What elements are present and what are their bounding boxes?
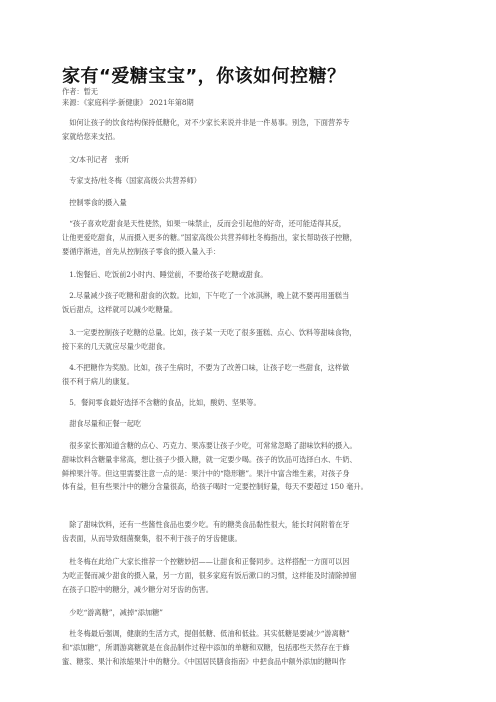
paragraph-line: 控制零食的摄入量 <box>62 198 127 207</box>
paragraph <box>62 555 438 596</box>
paragraph <box>62 289 438 317</box>
paragraph <box>62 606 438 620</box>
paragraph-line: “孩子喜欢吃甜食是天性使然，如果一味禁止，反而会引起他的好奇，还可能适得其反， <box>62 219 346 228</box>
paragraph <box>62 268 438 282</box>
paragraph-line: 1.饱餐后、吃饭前2小时内、睡觉前，不要给孩子吃糖或甜食。 <box>62 270 268 279</box>
paragraph-line: 如何让孩子的饮食结构保持低糖化，对不少家长来说并非是一件易事。别急，下面营养专 <box>62 118 350 127</box>
paragraph-line: 杜冬梅在此给广大家长推荐一个控糖妙招——让甜食和正餐同步。这样搭配一方面可以因 <box>62 557 350 566</box>
paragraph-line: 少吃“游离糖”，减掉“添加糖” <box>62 608 163 617</box>
paragraph-line: 文/本刊记者 张昕 <box>62 155 130 164</box>
paragraph-line: 甜食尽量和正餐一起吃 <box>62 419 142 428</box>
article-author: 作者：暂无 <box>62 87 98 96</box>
paragraph <box>62 439 438 494</box>
paragraph-line: 要循序渐进，首先从控制孩子零食的摄入量入手： <box>62 246 221 256</box>
paragraph-line: 鲜榨果汁等。但这里需要注意一点的是：果汁中的“隐形糖”。果汁中富含维生素，对孩子身 <box>62 468 350 478</box>
paragraph-line: 让他更爱吃甜食，从而摄入更多的糖。”国家高级公共营养师杜冬梅指出，家长帮助孩子控糖， <box>62 232 357 242</box>
paragraph <box>62 174 438 188</box>
paragraph <box>62 627 438 668</box>
paragraph <box>62 116 438 144</box>
paragraph-line: 家就给您来支招。 <box>62 131 120 141</box>
paragraph-line: 为吃正餐而减少甜食的摄入量，另一方面，很多家庭有饭后漱口的习惯，这样能及时清除掉留 <box>62 570 357 580</box>
paragraph-line: 2.尽量减少孩子吃糖和甜食的次数。比如，下午吃了一个冰淇淋，晚上就不要再用蛋糕当 <box>62 291 350 300</box>
paragraph-line: 饭后甜点，这样就可以减少吃糖量。 <box>62 304 178 314</box>
paragraph-line: 3.一定要控制孩子吃糖的总量。比如，孩子某一天吃了很多蛋糕、点心、饮料等甜味食物， <box>62 328 357 337</box>
paragraph-line: 5．餐间零食最好选择不含糖的食品，比如，酸奶、坚果等。 <box>62 398 261 407</box>
paragraph-line: 体有益，但有些果汁中的糖分含量很高，给孩子喝时一定要控制好量，每天不要超过 150 毫升。 <box>62 482 368 492</box>
article-source: 来源：《家庭科学·新健康》 2021年第8期 <box>62 98 194 107</box>
paragraph-line: 甜味饮料含糖量非常高，想让孩子少摄入糖，就一定要少喝。孩子的饮品可选择白水、牛奶、 <box>62 454 357 464</box>
paragraph <box>62 518 438 546</box>
paragraph-line: 4.不把糖作为奖励。比如，孩子生病时，不要为了改善口味，让孩子吃一些甜食，这样做 <box>62 363 350 372</box>
paragraph <box>62 396 438 410</box>
paragraph-line: 很多家长都知道含糖的点心、巧克力、果冻要让孩子少吃，可常常忽略了甜味饮料的摄入。 <box>62 441 357 450</box>
paragraph <box>62 153 438 167</box>
paragraph-line: 蜜、糖浆、果汁和浓缩果汁中的糖分。《中国居民膳食指南》中把食品中额外添加的糖叫作 <box>62 656 346 666</box>
paragraph-line: 杜冬梅最后强调，健康的生活方式，提倡低糖、低油和低盐。其实低糖是要减少“游离糖” <box>62 629 350 638</box>
paragraph-line: 接下来的几天就应尽量少吃甜食。 <box>62 341 170 351</box>
paragraph-line: 很不利于病儿的康复。 <box>62 376 134 386</box>
paragraph <box>62 417 438 431</box>
paragraph-line: 除了甜味饮料，还有一些酱性食品也要少吃。有的糖类食品黏性很大，能长时间附着在牙 <box>62 520 350 529</box>
article-title: 家有“爱糖宝宝”，你该如何控糖？ <box>62 66 346 87</box>
paragraph-line: 在孩子口腔中的糖分，减少糖分对牙齿的伤害。 <box>62 584 213 594</box>
paragraph <box>62 326 438 354</box>
paragraph-line: 和“添加糖”，所谓游离糖就是在食品制作过程中添加的单糖和双糖，包括那些天然存在于蜂 <box>62 642 350 652</box>
paragraph-line: 齿表面，从而导致细菌聚集，很不利于孩子的牙齿健康。 <box>62 533 242 543</box>
paragraph <box>62 196 438 210</box>
paragraph <box>62 361 438 389</box>
paragraph-line: 专家支持/杜冬梅（国家高级公共营养师） <box>62 176 201 185</box>
paragraph <box>62 217 438 258</box>
